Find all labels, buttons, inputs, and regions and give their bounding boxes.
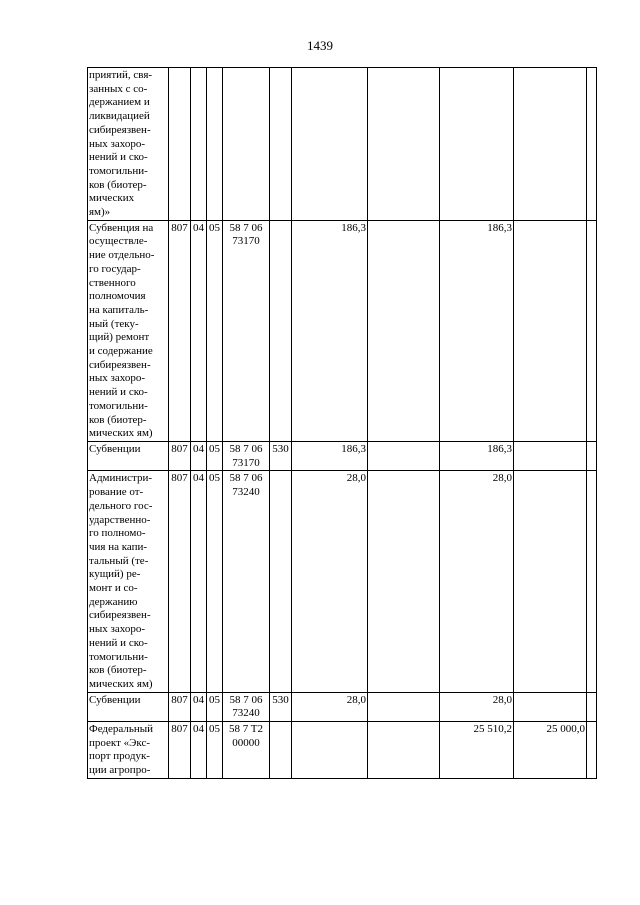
row-name-cell: Федеральный проект «Экс- порт продук- ции агропро- [88,722,169,779]
table-row [88,441,597,470]
target-article-cell: 58 7 06 73240 [223,471,270,692]
ministry-code-cell: 807 [169,220,191,441]
amount-cell-3: 186,3 [440,441,514,470]
ministry-code-cell [169,68,191,221]
amount-cell-1: 186,3 [292,441,368,470]
expense-type-cell [270,722,292,779]
amount-cell-2 [368,68,440,221]
page-number: 1439 [307,38,333,53]
expense-type-cell: 530 [270,692,292,721]
expense-type-cell: 530 [270,441,292,470]
table-body [88,68,597,779]
amount-cell-1: 28,0 [292,692,368,721]
row-name-cell: Субвенция на осуществле- ние отдельно- го государ- ственного полномочия на капиталь- ный (теку- щий) ремонт и содержание сибиреязвен- ных захоро- нений и ско- томогильни- ков (биотер- мических ям) [88,220,169,441]
amount-cell-1: 28,0 [292,471,368,692]
amount-cell-5 [587,722,597,779]
table-row [88,220,597,441]
subsection-code-cell: 05 [207,692,223,721]
amount-cell-4: 25 000,0 [514,722,587,779]
amount-cell-3: 28,0 [440,471,514,692]
subsection-code-cell: 05 [207,220,223,441]
amount-cell-2 [368,471,440,692]
target-article-cell: 58 7 06 73240 [223,692,270,721]
target-article-cell: 58 7 06 73170 [223,441,270,470]
section-code-cell: 04 [191,722,207,779]
section-code-cell: 04 [191,441,207,470]
section-code-cell: 04 [191,471,207,692]
amount-cell-5 [587,220,597,441]
amount-cell-4 [514,220,587,441]
amount-cell-5 [587,471,597,692]
row-name-cell: Субвенции [88,692,169,721]
table-row [88,471,597,692]
budget-table [87,67,597,779]
amount-cell-3 [440,68,514,221]
amount-cell-4 [514,471,587,692]
row-name-cell: Администри- рование от- дельного гос- ударственно- го полномо- чия на капи- тальный (те- кущий) ре- монт и со- держанию сибиреязвен- ных захоро- нений и ско- томогильни- ков (биотер- мических ям) [88,471,169,692]
amount-cell-1 [292,68,368,221]
amount-cell-5 [587,441,597,470]
subsection-code-cell: 05 [207,441,223,470]
expense-type-cell [270,471,292,692]
amount-cell-5 [587,692,597,721]
ministry-code-cell: 807 [169,722,191,779]
amount-cell-5 [587,68,597,221]
table-row [88,722,597,779]
amount-cell-2 [368,722,440,779]
target-article-cell: 58 7 T2 00000 [223,722,270,779]
subsection-code-cell: 05 [207,471,223,692]
amount-cell-3: 186,3 [440,220,514,441]
table-row [88,692,597,721]
target-article-cell: 58 7 06 73170 [223,220,270,441]
ministry-code-cell: 807 [169,692,191,721]
ministry-code-cell: 807 [169,441,191,470]
table-row [88,68,597,221]
amount-cell-4 [514,68,587,221]
amount-cell-2 [368,441,440,470]
amount-cell-2 [368,692,440,721]
amount-cell-4 [514,692,587,721]
amount-cell-1 [292,722,368,779]
amount-cell-3: 25 510,2 [440,722,514,779]
amount-cell-2 [368,220,440,441]
section-code-cell [191,68,207,221]
subsection-code-cell [207,68,223,221]
row-name-cell: Субвенции [88,441,169,470]
ministry-code-cell: 807 [169,471,191,692]
subsection-code-cell: 05 [207,722,223,779]
expense-type-cell [270,220,292,441]
expense-type-cell [270,68,292,221]
amount-cell-3: 28,0 [440,692,514,721]
section-code-cell: 04 [191,692,207,721]
target-article-cell [223,68,270,221]
amount-cell-4 [514,441,587,470]
row-name-cell: приятий, свя- занных с со- держанием и ликвидацией сибиреязвен- ных захоро- нений и ско- томогильни- ков (биотер- мических ям)» [88,68,169,221]
amount-cell-1: 186,3 [292,220,368,441]
section-code-cell: 04 [191,220,207,441]
